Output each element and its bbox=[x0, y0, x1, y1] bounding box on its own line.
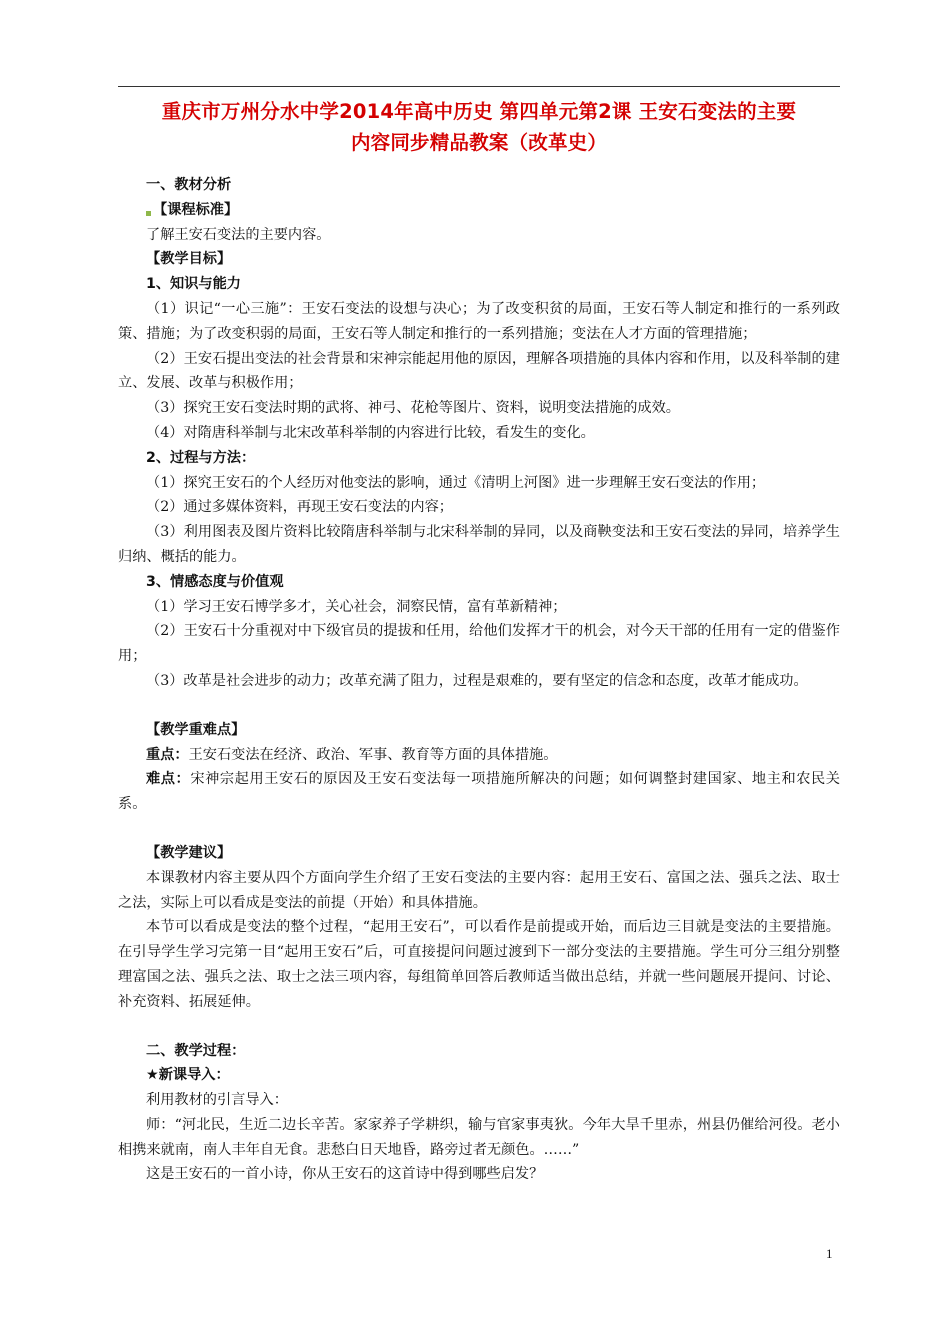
bullet-icon bbox=[146, 211, 151, 216]
course-standard-label: 【课程标准】 bbox=[153, 201, 239, 218]
paragraph: （2）通过多媒体资料，再现王安石变法的内容； bbox=[146, 499, 453, 516]
subheading-knowledge: 1、知识与能力 bbox=[146, 276, 241, 293]
document-title bbox=[110, 96, 848, 158]
paragraph: 这是王安石的一首小诗，你从王安石的这首诗中得到哪些启发？ bbox=[146, 1166, 544, 1183]
subheading-values: 3、情感态度与价值观 bbox=[146, 573, 284, 590]
heading-course-standard bbox=[118, 198, 840, 223]
paragraph: （3）利用图表及图片资料比较隋唐科举制与北宋科举制的异同，以及商鞅变法和王安石变法的异同，培养学生归纳、概括的能力。 bbox=[118, 524, 840, 565]
heading-intro: ★新课导入： bbox=[146, 1067, 230, 1084]
course-standard-text: 了解王安石变法的主要内容。 bbox=[146, 226, 331, 243]
title-line-2: 内容同步精品教案（改革史） bbox=[350, 131, 608, 154]
paragraph: 本课教材内容主要从四个方面向学生介绍了王安石变法的主要内容：起用王安石、富国之法、强兵之法、取士之法，实际上可以看成是变法的前提（开始）和具体措施。 bbox=[118, 869, 840, 911]
paragraph: （4）对隋唐科举制与北宋改革科举制的内容进行比较，看发生的变化。 bbox=[146, 424, 595, 441]
section-heading-1: 一、教材分析 bbox=[146, 177, 232, 193]
subheading-process: 2、过程与方法： bbox=[146, 449, 256, 466]
paragraph: （3）探究王安石变法时期的武将、神弓、花枪等图片、资料，说明变法措施的成效。 bbox=[146, 400, 680, 417]
paragraph: （1）识记“一心三施”：王安石变法的设想与决心；为了改变积贫的局面，王安石等人制定和推行的一系列政策、措施；为了改变积弱的局面，王安石等人制定和推行的一系列措施；变法在人才方面的管理措施； bbox=[118, 300, 840, 342]
section-heading-2: 二、教学过程： bbox=[146, 1042, 246, 1059]
title-line-1: 重庆市万州分水中学2014年高中历史 第四单元第2课 王安石变法的主要 bbox=[161, 100, 797, 123]
heading-key-points: 【教学重难点】 bbox=[146, 721, 246, 738]
paragraph: （2）王安石提出变法的社会背景和宋神宗能起用他的原因，理解各项措施的具体内容和作用，以及科举制的建立、发展、改革与积极作用； bbox=[118, 350, 840, 392]
difficult-point-label: 难点： bbox=[146, 771, 191, 788]
poem-paragraph: 师：“河北民，生近二边长辛苦。家家养子学耕织，输与官家事夷狄。今年大旱千里赤，州县仍催给河役。老小相携来就南，南人丰年自无食。悲愁白日天地昏，路旁过者无颜色。……” bbox=[118, 1116, 840, 1158]
paragraph: （2）王安石十分重视对中下级官员的提拔和任用，给他们发挥才干的机会，对今天干部的任用有一定的借鉴作用； bbox=[118, 623, 840, 665]
paragraph: 利用教材的引言导入： bbox=[146, 1092, 288, 1109]
difficult-point-text: 宋神宗起用王安石的原因及王安石变法每一项措施所解决的问题；如何调整封建国家、地主和农民关系。 bbox=[118, 771, 840, 813]
paragraph: （3）改革是社会进步的动力；改革充满了阻力，过程是艰难的，要有坚定的信念和态度，改革才能成功。 bbox=[146, 672, 808, 689]
paragraph: （1）学习王安石博学多才，关心社会，洞察民情，富有革新精神； bbox=[146, 598, 567, 615]
document-body bbox=[118, 173, 840, 1187]
page-number: 1 bbox=[826, 1246, 833, 1261]
heading-suggestions: 【教学建议】 bbox=[146, 844, 232, 861]
key-point-text: 王安石变法在经济、政治、军事、教育等方面的具体措施。 bbox=[188, 746, 558, 763]
key-point-label: 重点： bbox=[146, 746, 189, 763]
paragraph: （1）探究王安石的个人经历对他变法的影响，通过《清明上河图》进一步理解王安石变法的作用； bbox=[146, 474, 766, 491]
difficult-point-paragraph bbox=[118, 767, 840, 817]
heading-teaching-goals: 【教学目标】 bbox=[146, 251, 232, 268]
paragraph: 本节可以看成是变法的整个过程，“起用王安石”，可以看作是前提或开始，而后边三目就是变法的主要措施。在引导学生学习完第一目“起用王安石”后，可直接提问问题过渡到下一部分变法的主要措施。学生可分三组分别整理富国之法、强兵之法、取士之法三项内容，每组简单回答后教师适当做出总结，并就一些问题展开提问、讨论、补充资料、拓展延伸。 bbox=[118, 919, 840, 1010]
header-rule bbox=[118, 86, 840, 87]
key-point-paragraph bbox=[118, 743, 840, 768]
